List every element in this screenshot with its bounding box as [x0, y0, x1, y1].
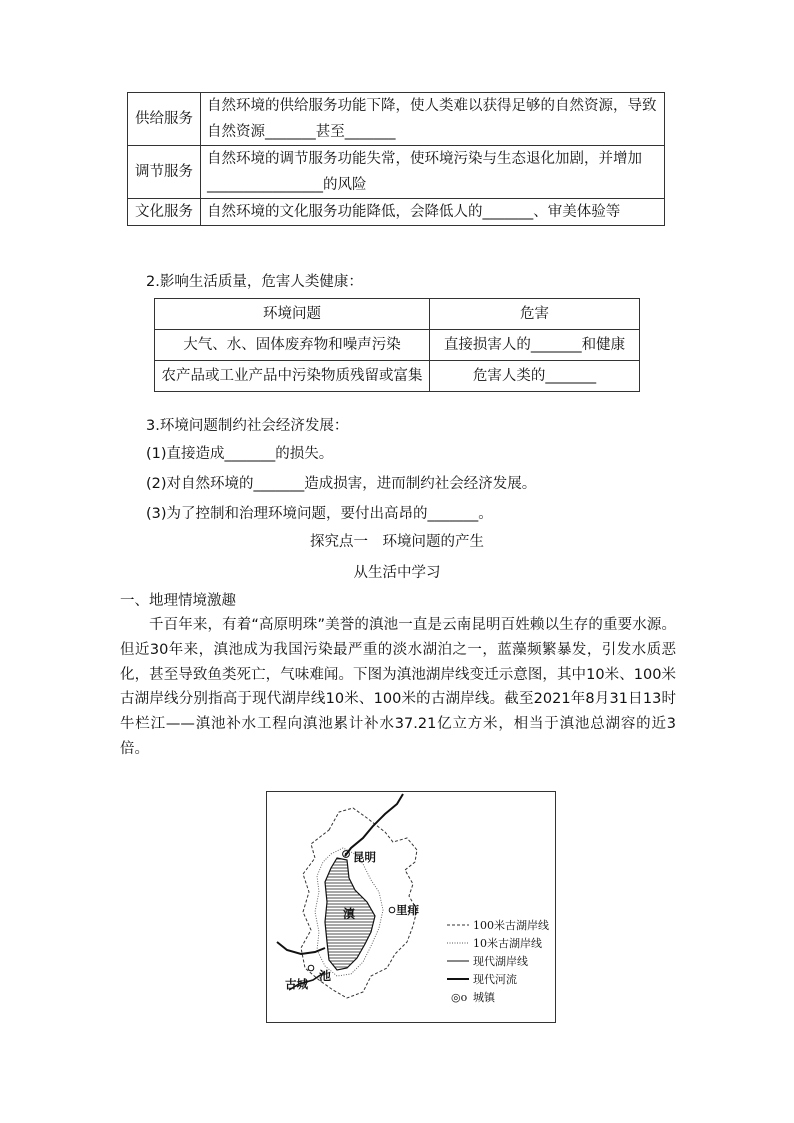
list-item: (2)对自然环境的_______造成损害，进而制约社会经济发展。 — [146, 476, 537, 492]
legend-100m: 100米古湖岸线 — [473, 919, 549, 932]
page-title: 探究点一 环境问题的产生 — [310, 534, 484, 550]
column-header: 危害 — [430, 299, 640, 330]
table-row — [155, 361, 640, 392]
river-north — [345, 794, 403, 856]
legend-town: 城镇 — [473, 991, 495, 1004]
service-description: 自然环境的调节服务功能失常，使环境污染与生态退化加剧，并增加________________的风险 — [201, 146, 665, 199]
legend-river: 现代河流 — [473, 973, 517, 986]
table-row — [128, 146, 665, 199]
section-heading: 2.影响生活质量，危害人类健康： — [146, 274, 363, 290]
service-name: 调节服务 — [128, 146, 201, 199]
town-lize-icon — [389, 907, 395, 913]
legend-modern-shore: 现代湖岸线 — [473, 955, 528, 968]
town-gucheng-icon — [308, 965, 314, 971]
label-gucheng: 古城 — [285, 977, 308, 991]
legend-10m: 10米古湖岸线 — [473, 937, 542, 950]
map-legend — [447, 918, 549, 1004]
label-chi: 池 — [319, 969, 332, 983]
section-heading: 3.环境问题制约社会经济发展： — [146, 418, 349, 434]
table-row — [128, 93, 665, 146]
table-header-row — [155, 299, 640, 330]
legend-town-symbol: ◎o — [451, 991, 468, 1004]
service-name: 文化服务 — [128, 199, 201, 226]
page-subtitle: 从生活中学习 — [353, 565, 441, 581]
table-row — [128, 199, 665, 226]
service-name: 供给服务 — [128, 93, 201, 146]
health-impact-table — [154, 298, 640, 392]
service-description: 自然环境的供给服务功能下降，使人类难以获得足够的自然资源，导致自然资源_______甚至_______ — [201, 93, 665, 146]
service-description: 自然环境的文化服务功能降低，会降低人的_______、审美体验等 — [201, 199, 665, 226]
dianchi-shoreline-map — [266, 791, 556, 1023]
map-figure — [267, 792, 555, 1022]
label-dian: 滇 — [343, 907, 356, 921]
town-kunming-icon — [343, 851, 350, 858]
list-item: (1)直接造成_______的损失。 — [146, 446, 334, 462]
intro-paragraph — [120, 613, 676, 762]
table-cell: 大气、水、固体废弃物和噪声污染 — [155, 330, 430, 361]
paragraph-text: 千百年来，有着“高原明珠”美誉的滇池一直是云南昆明百姓赖以生存的重要水源。但近30年来，滇池成为我国污染最严重的淡水湖泊之一，蓝藻频繁暴发，引发水质恶化，甚至导致鱼类死亡，气味难闻。下图为滇池湖岸线变迁示意图，其中10米、100米古湖岸线分别指高于现代湖岸线10米、100米的古湖岸线。截至2021年8月31日13时牛栏江——滇池补水工程向滇池累计补水37.21亿立方米，相当于滇池总湖容的近3倍。 — [120, 617, 676, 757]
river-west — [277, 942, 325, 954]
ecosystem-services-table — [127, 92, 665, 226]
table-cell: 危害人类的_______ — [430, 361, 640, 392]
column-header: 环境问题 — [155, 299, 430, 330]
table-cell: 农产品或工业产品中污染物质残留或富集 — [155, 361, 430, 392]
label-lize: 里痱 — [396, 903, 419, 917]
table-cell: 直接损害人的_______和健康 — [430, 330, 640, 361]
section-heading: 一、地理情境激趣 — [120, 593, 236, 609]
label-kunming: 昆明 — [353, 850, 376, 864]
table-row — [155, 330, 640, 361]
list-item: (3)为了控制和治理环境问题，要付出高昂的_______。 — [146, 506, 493, 522]
